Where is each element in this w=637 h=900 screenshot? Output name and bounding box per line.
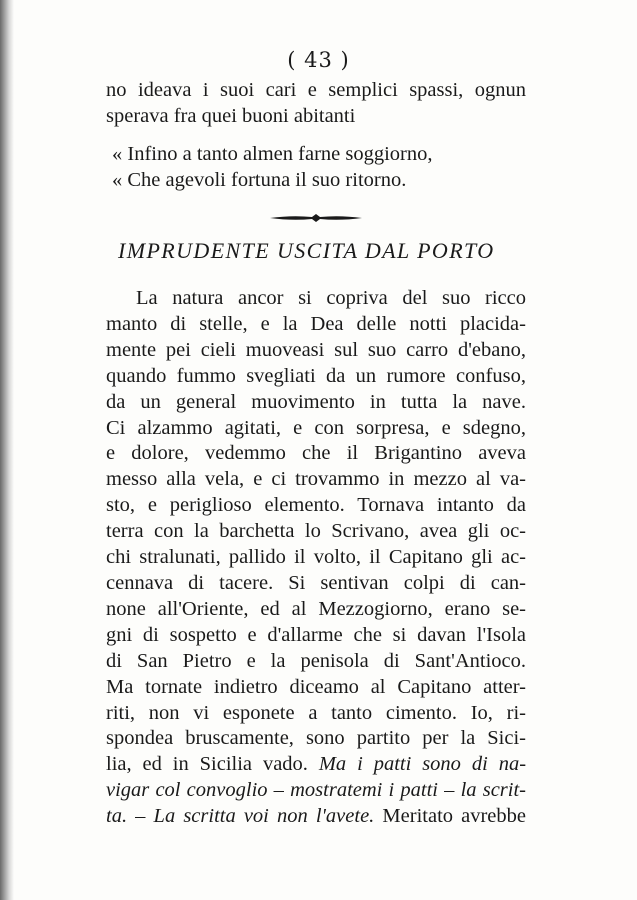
- body-line: sto, e periglioso elemento. Tornava intanto da: [106, 494, 526, 517]
- body-line: manto di stelle, e la Dea delle notti placida-: [106, 312, 526, 335]
- body-line-italic: Ma i patti sono di na-: [318, 753, 527, 776]
- body-line: riti, non vi esponete a tanto cimento. Io, ri-: [106, 701, 526, 724]
- body-line: La natura ancor si copriva del suo ricco: [136, 287, 526, 309]
- page-number: ( 43 ): [287, 48, 350, 72]
- body-line: Ma tornate indietro diceamo al Capitano atter-: [106, 675, 526, 698]
- body-line: Ci alzammo agitati, e con sorpresa, e sdegno,: [106, 416, 526, 439]
- intro-paragraph: [106, 78, 526, 130]
- body-line: cennava di tacere. Si sentivan colpi di can-: [106, 571, 526, 594]
- body-line: spondea bruscamente, sono partito per la Sici-: [106, 727, 526, 750]
- body-line: quando fummo svegliati da un rumore confuso,: [106, 364, 526, 387]
- body-line: terra con la barchetta lo Scrivano, avea gli oc-: [106, 520, 526, 543]
- body-line: chi stralunati, pallido il volto, il Capitano gli ac-: [106, 546, 526, 569]
- ornament-divider-icon: [268, 212, 364, 224]
- section-title: IMPRUDENTE USCITA DAL PORTO: [118, 238, 495, 263]
- verse-line: « Che agevoli fortuna il suo ritorno.: [112, 168, 407, 191]
- body-line: di San Pietro e la penisola di Sant'Antioco.: [106, 649, 526, 672]
- verse-line: « Infino a tanto almen farne soggiorno,: [112, 143, 433, 165]
- verse-quote: [112, 142, 433, 193]
- body-paragraph: [106, 286, 526, 830]
- body-line: gni di sospetto e d'allarme che si davan l'Isola: [106, 623, 526, 646]
- body-line: messo alla vela, e ci trovammo in mezzo al va-: [106, 468, 526, 491]
- body-line: e dolore, vedemmo che il Brigantino aveva: [106, 442, 526, 465]
- body-line-italic: vigar col convoglio – mostratemi i patti – la scrit-: [106, 779, 526, 802]
- intro-line: sperava fra quei buoni abitanti: [106, 104, 356, 127]
- body-line-roman: Meritato avrebbe: [382, 805, 526, 828]
- body-line-mixed: [106, 752, 526, 778]
- intro-line: no ideava i suoi cari e semplici spassi, ognun: [106, 79, 526, 101]
- body-line-roman: lia, ed in Sicilia vado.: [106, 753, 308, 776]
- body-line: mente pei cieli muoveasi sul suo carro d'ebano,: [106, 338, 526, 361]
- body-line: none all'Oriente, ed al Mezzogiorno, erano se-: [106, 597, 526, 620]
- body-line: da un general muovimento in tutta la nave.: [106, 390, 526, 413]
- body-line-italic: ta. – La scritta voi non l'avete.: [106, 805, 375, 828]
- page-gutter-edge: [0, 0, 14, 900]
- body-line-mixed: [106, 804, 526, 830]
